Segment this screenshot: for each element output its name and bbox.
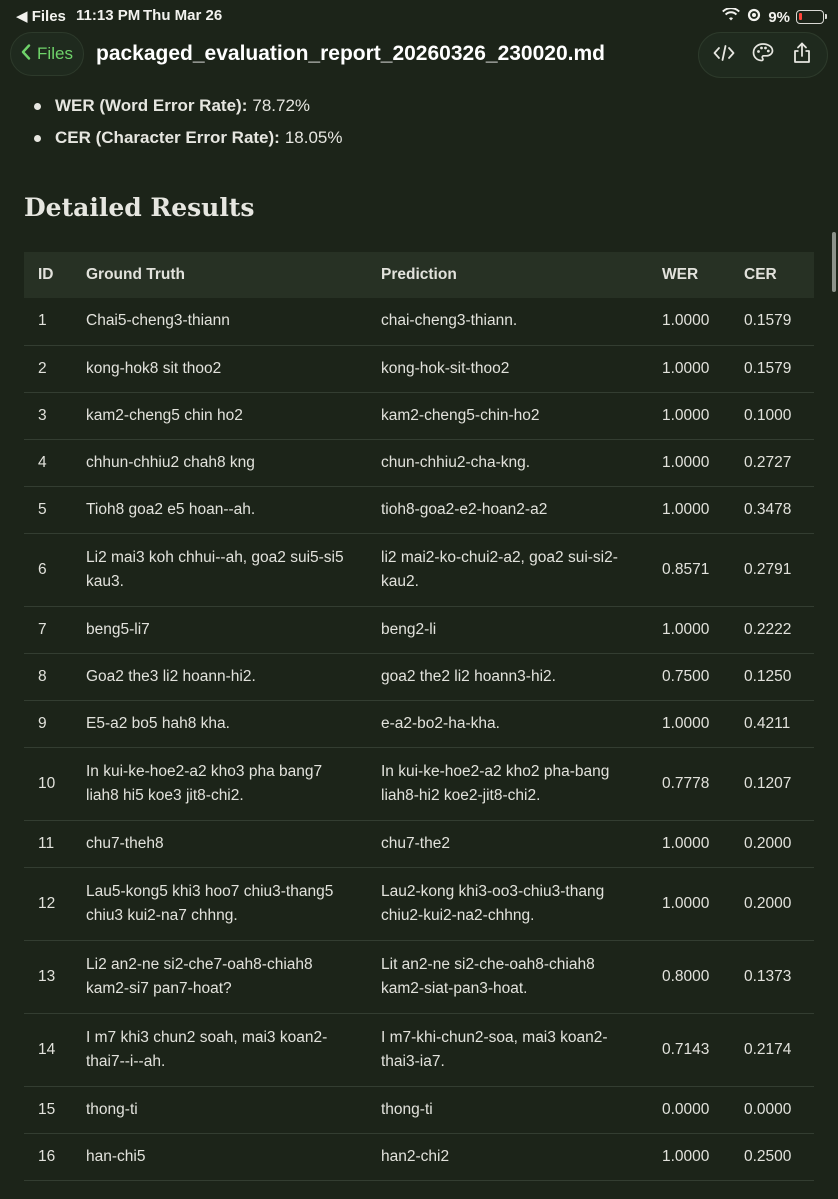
code-icon xyxy=(712,41,736,70)
theme-button[interactable] xyxy=(746,38,780,72)
metric-wer xyxy=(34,90,343,122)
battery-icon xyxy=(796,10,824,24)
cell-cer: 0.0000 xyxy=(730,1086,814,1133)
toolbar xyxy=(698,32,828,78)
cell-cer: 0.2727 xyxy=(730,439,814,486)
column-header-ground-truth: Ground Truth xyxy=(72,252,367,298)
cell-wer: 0.7778 xyxy=(648,747,730,820)
metric-value: 18.05% xyxy=(284,128,343,147)
bullet xyxy=(34,135,41,142)
cell-cer: 0.2174 xyxy=(730,1013,814,1086)
cell-wer: 0.0000 xyxy=(648,1086,730,1133)
cell-cer: 0.1373 xyxy=(730,940,814,1013)
cell-cer: 0.2000 xyxy=(730,867,814,940)
cell-wer: 1.0000 xyxy=(648,1133,730,1180)
status-date: Thu Mar 26 xyxy=(143,7,223,24)
column-header-prediction: Prediction xyxy=(367,252,648,298)
cell-prediction: Lau2-kong khi3-oo3-chiu3-thang chiu2-kui2-na2-chhng. xyxy=(367,867,648,940)
cell-id: 4 xyxy=(24,439,72,486)
summary-metrics-list xyxy=(34,90,343,154)
table-row xyxy=(24,486,814,533)
cell-ground-truth: Tioh8 goa2 e5 hoan--ah. xyxy=(72,486,367,533)
bullet xyxy=(34,103,41,110)
cell-prediction: kong-hok-sit-thoo2 xyxy=(367,345,648,392)
cell-id: 13 xyxy=(24,940,72,1013)
status-bar xyxy=(0,0,838,32)
table-row xyxy=(24,700,814,747)
cell-cer: 0.4211 xyxy=(730,700,814,747)
cell-wer: 0.8571 xyxy=(648,533,730,606)
cell-id: 5 xyxy=(24,486,72,533)
cell-prediction: han2-chi2 xyxy=(367,1133,648,1180)
palette-icon xyxy=(751,41,775,70)
wifi-icon xyxy=(722,8,740,26)
cell-wer: 0.7500 xyxy=(648,653,730,700)
cell-cer: 0.2791 xyxy=(730,533,814,606)
table-row xyxy=(24,392,814,439)
cell-id: 8 xyxy=(24,653,72,700)
cell-prediction: li2 mai2-ko-chui2-a2, goa2 sui-si2-kau2. xyxy=(367,533,648,606)
cell-id: 11 xyxy=(24,820,72,867)
share-button[interactable] xyxy=(785,38,819,72)
cell-wer: 1.0000 xyxy=(648,486,730,533)
cell-prediction: e-a2-bo2-ha-kha. xyxy=(367,700,648,747)
cell-ground-truth: Goa2 the3 li2 hoann-hi2. xyxy=(72,653,367,700)
cell-cer: 0.1250 xyxy=(730,653,814,700)
table-row xyxy=(24,298,814,345)
cell-id: 2 xyxy=(24,345,72,392)
cell-prediction: chun-chhiu2-cha-kng. xyxy=(367,439,648,486)
table-row xyxy=(24,1013,814,1086)
table-row xyxy=(24,1133,814,1180)
table-header-row xyxy=(24,252,814,298)
table-row xyxy=(24,820,814,867)
table-row xyxy=(24,940,814,1013)
cell-ground-truth: chhun-chhiu2 chah8 kng xyxy=(72,439,367,486)
cell-cer: 0.1579 xyxy=(730,345,814,392)
table-body xyxy=(24,298,814,1180)
cell-prediction: chu7-the2 xyxy=(367,820,648,867)
battery-percent: 9% xyxy=(768,8,790,26)
metric-cer xyxy=(34,122,343,154)
cell-wer: 1.0000 xyxy=(648,606,730,653)
cell-id: 7 xyxy=(24,606,72,653)
cell-ground-truth: han-chi5 xyxy=(72,1133,367,1180)
cell-wer: 0.8000 xyxy=(648,940,730,1013)
focus-icon xyxy=(746,7,762,27)
cell-prediction: Lit an2-ne si2-che-oah8-chiah8 kam2-siat-pan3-hoat. xyxy=(367,940,648,1013)
back-to-app-link[interactable]: ◀ Files xyxy=(16,8,66,25)
cell-id: 15 xyxy=(24,1086,72,1133)
cell-wer: 1.0000 xyxy=(648,298,730,345)
table-row xyxy=(24,606,814,653)
back-button[interactable] xyxy=(10,32,84,76)
results-table xyxy=(24,252,814,1181)
cell-wer: 1.0000 xyxy=(648,392,730,439)
cell-prediction: kam2-cheng5-chin-ho2 xyxy=(367,392,648,439)
cell-id: 14 xyxy=(24,1013,72,1086)
scroll-indicator[interactable] xyxy=(832,232,836,292)
cell-wer: 0.7143 xyxy=(648,1013,730,1086)
cell-ground-truth: chu7-theh8 xyxy=(72,820,367,867)
cell-wer: 1.0000 xyxy=(648,867,730,940)
cell-prediction: chai-cheng3-thiann. xyxy=(367,298,648,345)
cell-ground-truth: thong-ti xyxy=(72,1086,367,1133)
status-time: 11:13 PM xyxy=(76,7,141,24)
cell-ground-truth: Lau5-kong5 khi3 hoo7 chiu3-thang5 chiu3 kui2-na7 chhng. xyxy=(72,867,367,940)
cell-prediction: thong-ti xyxy=(367,1086,648,1133)
cell-cer: 0.2500 xyxy=(730,1133,814,1180)
cell-ground-truth: I m7 khi3 chun2 soah, mai3 koan2-thai7--i--ah. xyxy=(72,1013,367,1086)
cell-ground-truth: kong-hok8 sit thoo2 xyxy=(72,345,367,392)
cell-cer: 0.3478 xyxy=(730,486,814,533)
column-header-cer: CER xyxy=(730,252,814,298)
cell-wer: 1.0000 xyxy=(648,345,730,392)
column-header-wer: WER xyxy=(648,252,730,298)
cell-prediction: tioh8-goa2-e2-hoan2-a2 xyxy=(367,486,648,533)
cell-ground-truth: E5-a2 bo5 hah8 kha. xyxy=(72,700,367,747)
cell-cer: 0.1000 xyxy=(730,392,814,439)
table-row xyxy=(24,1086,814,1133)
cell-ground-truth: Chai5-cheng3-thiann xyxy=(72,298,367,345)
table-row xyxy=(24,533,814,606)
cell-prediction: beng2-li xyxy=(367,606,648,653)
back-button-label: Files xyxy=(37,44,73,63)
cell-ground-truth: In kui-ke-hoe2-a2 kho3 pha bang7 liah8 hi5 koe3 jit8-chi2. xyxy=(72,747,367,820)
cell-wer: 1.0000 xyxy=(648,700,730,747)
cell-cer: 0.1579 xyxy=(730,298,814,345)
cell-cer: 0.2000 xyxy=(730,820,814,867)
cell-id: 12 xyxy=(24,867,72,940)
code-view-button[interactable] xyxy=(707,38,741,72)
cell-cer: 0.2222 xyxy=(730,606,814,653)
cell-id: 1 xyxy=(24,298,72,345)
cell-ground-truth: beng5-li7 xyxy=(72,606,367,653)
table-row xyxy=(24,747,814,820)
table-row xyxy=(24,653,814,700)
cell-prediction: I m7-khi-chun2-soa, mai3 koan2-thai3-ia7. xyxy=(367,1013,648,1086)
cell-ground-truth: Li2 mai3 koh chhui--ah, goa2 sui5-si5 kau3. xyxy=(72,533,367,606)
share-icon xyxy=(790,41,814,70)
cell-id: 9 xyxy=(24,700,72,747)
metric-label: WER (Word Error Rate): xyxy=(55,96,248,115)
cell-id: 3 xyxy=(24,392,72,439)
cell-wer: 1.0000 xyxy=(648,439,730,486)
column-header-id: ID xyxy=(24,252,72,298)
table-row xyxy=(24,345,814,392)
metric-label: CER (Character Error Rate): xyxy=(55,128,280,147)
cell-id: 10 xyxy=(24,747,72,820)
cell-ground-truth: kam2-cheng5 chin ho2 xyxy=(72,392,367,439)
metric-value: 78.72% xyxy=(252,96,311,115)
status-right-group xyxy=(722,7,824,27)
table-row xyxy=(24,867,814,940)
cell-wer: 1.0000 xyxy=(648,820,730,867)
cell-ground-truth: Li2 an2-ne si2-che7-oah8-chiah8 kam2-si7 pan7-hoat? xyxy=(72,940,367,1013)
cell-id: 6 xyxy=(24,533,72,606)
document-title: packaged_evaluation_report_20260326_230020.md xyxy=(96,42,605,65)
cell-prediction: goa2 the2 li2 hoann3-hi2. xyxy=(367,653,648,700)
section-heading-detailed-results: Detailed Results xyxy=(24,193,255,222)
table-row xyxy=(24,439,814,486)
cell-id: 16 xyxy=(24,1133,72,1180)
chevron-left-icon xyxy=(21,44,31,65)
cell-cer: 0.1207 xyxy=(730,747,814,820)
cell-prediction: In kui-ke-hoe2-a2 kho2 pha-bang liah8-hi2 koe2-jit8-chi2. xyxy=(367,747,648,820)
